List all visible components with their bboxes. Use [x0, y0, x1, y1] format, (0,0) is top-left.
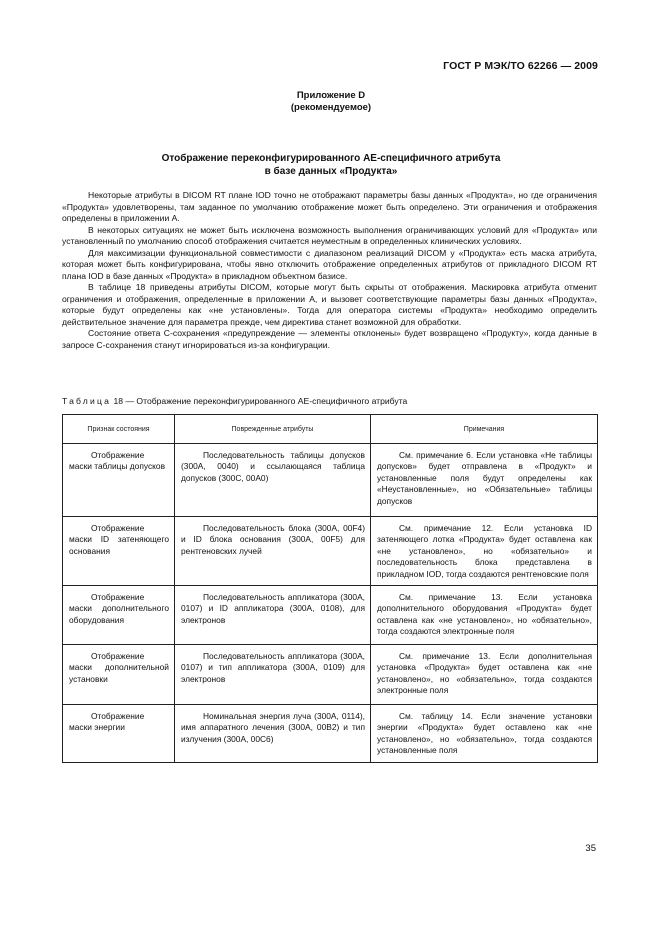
table-caption-text: — Отображение переконфигурированного АЕ-специфичного атрибута	[123, 396, 408, 406]
appendix-heading	[0, 90, 662, 114]
cell-attributes: Последовательность блока (300А, 00F4) и ID блока основания (300А, 00F5) для рентгеновских лучей	[175, 517, 371, 586]
cell-sign: Отображение маски дополнительного оборудования	[63, 586, 175, 645]
cell-notes: См. таблицу 14. Если значение установки энергии «Продукта» будет оставлено как «не установлено», но «обязательно», тогда создаются установленные поля	[371, 705, 598, 763]
cell-sign: Отображение маски ID затеняющего основания	[63, 517, 175, 586]
table-row	[63, 444, 598, 517]
appendix-title: Приложение D	[296, 90, 366, 101]
column-header-notes: Примечания	[371, 415, 598, 444]
body-text	[62, 190, 597, 351]
cell-attributes: Последовательность таблицы допусков (300А, 0040) и ссылающаяся таблица допусков (300С, 00А0)	[175, 444, 371, 517]
cell-attributes: Последовательность аппликатора (300А, 0107) и ID аппликатора (300А, 0108), для электронов	[175, 586, 371, 645]
appendix-subtitle: (рекомендуемое)	[290, 102, 372, 113]
table-caption-label: Таблица	[62, 396, 112, 406]
table-row	[63, 586, 598, 645]
paragraph: Некоторые атрибуты в DICOM RT плане IOD точно не отображают параметры базы данных «Продукта», но где ограничения «Продукта» удовлетворены, там заданное по умолчанию отображение может быть определено. Эти ограничения и отображения определены в приложении А.	[62, 190, 597, 223]
cell-sign: Отображение маски энергии	[63, 705, 175, 763]
section-title-line-1: Отображение переконфигурированного АЕ-специфичного атрибута	[161, 153, 501, 164]
standard-number: ГОСТ Р МЭК/ТО 62266 — 2009	[443, 60, 598, 72]
cell-notes: См. примечание 6. Если установка «Не таблицы допусков» будет отправлена в «Продукт» и установленные поля будут определены как «Неустановленные», но «Обязательные» таблицы допусков	[371, 444, 598, 517]
table-header-row	[63, 415, 598, 444]
cell-attributes: Последовательность аппликатора (300А, 0107) и тип аппликатора (300А, 0109) для электронов	[175, 645, 371, 705]
paragraph: Для максимизации функциональной совместимости с диапазоном реализаций DICOM у «Продукта» есть маска атрибута, которая может быть конфигурирована, чтобы явно отключить отображение определенных атрибутов от прикладного DICOM RT плана IOD в базе данных «Продукта» в прикладном объектном базисе.	[62, 247, 597, 281]
cell-notes: См. примечание 13. Если дополнительная установка «Продукта» будет оставлена как «не установлено», но «обязательно», тогда создаются электронные поля	[371, 645, 598, 705]
column-header-attributes: Поврежденные атрибуты	[175, 415, 371, 444]
paragraph: В некоторых ситуациях не может быть исключена возможность выполнения ограничивающих условий для «Продукта» или установленный по умолчанию способ отображения считается неуместным в определенных клинических условиях.	[62, 224, 597, 246]
table-caption	[62, 396, 407, 407]
attribute-mask-table	[62, 414, 598, 763]
table-row	[63, 517, 598, 586]
cell-sign: Отображение маски дополнительной установки	[63, 645, 175, 705]
paragraph: В таблице 18 приведены атрибуты DICOM, которые могут быть скрыты от отображения. Маскировка атрибута отменит ограничения и отображения, определенные в приложении А, и вызовет соответствующие параметры базы данных «Продукта», которые будут определены как «не установлены». Тогда для оператора системы «Продукта» необходимо определить действительное значение для параметра прежде, чем директива станет возможной для обработки.	[62, 282, 597, 327]
table-row	[63, 645, 598, 705]
cell-notes: См. примечание 13. Если установка дополнительного оборудования «Продукта» будет оставлена как «не установлено», но «обязательно», тогда создаются электронные поля	[371, 586, 598, 645]
cell-notes: См. примечание 12. Если установка ID затеняющего лотка «Продукта» будет оставлена как «не установлено», но «обязательно» и последовательность блока представлена в прикладном IOD, тогда создаются рентгеновские поля	[371, 517, 598, 586]
column-header-sign: Признак состояния	[63, 415, 175, 444]
section-title	[0, 152, 662, 178]
paragraph: Состояние ответа С-сохранения «предупреждение — элементы отклонены» будет возвращено «Продукту», когда данные в запросе С-сохранения станут игнорироваться из-за конфигурации.	[62, 328, 597, 350]
cell-sign: Отображение маски таблицы допусков	[63, 444, 175, 517]
table-row	[63, 705, 598, 763]
page-number: 35	[585, 843, 596, 854]
section-title-line-2: в базе данных «Продукта»	[264, 166, 398, 177]
table-caption-number: 18	[113, 396, 124, 406]
cell-attributes: Номинальная энергия луча (300А, 0114), имя аппаратного лечения (300А, 00В2) и тип излучения (300А, 00С6)	[175, 705, 371, 763]
